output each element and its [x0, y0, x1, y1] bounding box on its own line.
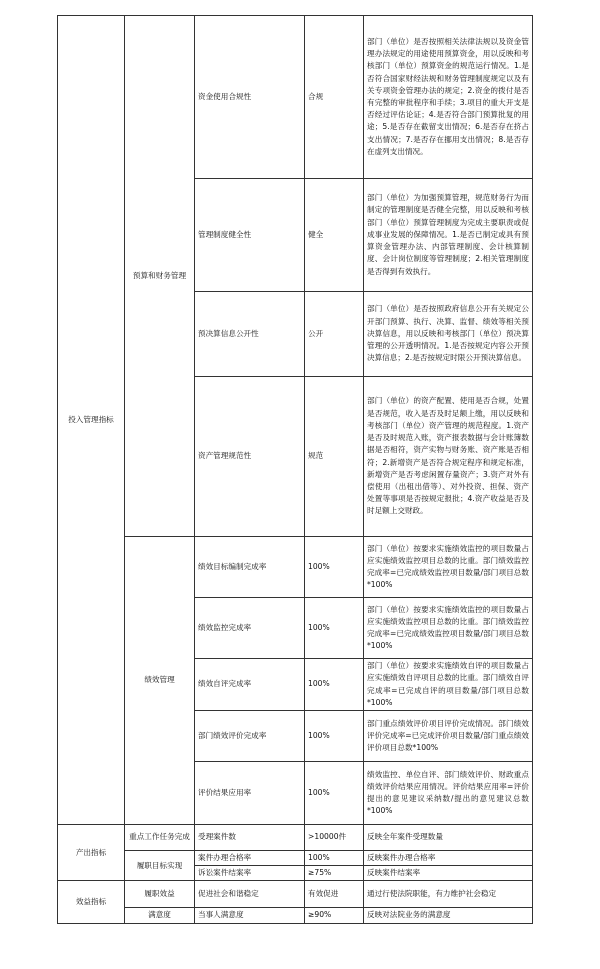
indicator-name: 案件办理合格率: [195, 851, 305, 866]
indicator-value: 合规: [305, 16, 364, 179]
indicator-value: 规范: [305, 377, 364, 537]
table-row: [58, 537, 533, 598]
indicator-name: 诉讼案件结案率: [195, 866, 305, 881]
indicator-value: 100%: [305, 537, 364, 598]
indicator-value: 100%: [305, 659, 364, 711]
table-row: [58, 825, 533, 851]
indicator-value: 健全: [305, 179, 364, 292]
indicator-value: >10000件: [305, 825, 364, 851]
indicator-value: 100%: [305, 851, 364, 866]
indicator-name: 绩效目标编制完成率: [195, 537, 305, 598]
indicator-description: 反映对法院业务的满意度: [364, 908, 533, 923]
indicator-name: 受理案件数: [195, 825, 305, 851]
indicator-name: 评价结果应用率: [195, 762, 305, 825]
indicator-name: 绩效自评完成率: [195, 659, 305, 711]
indicator-value: 公开: [305, 292, 364, 377]
subcategory-cell: 满意度: [125, 908, 195, 923]
category-cell: 投入管理指标: [58, 16, 125, 825]
indicator-name: 当事人满意度: [195, 908, 305, 923]
indicator-description: 部门（单位）为加强预算管理，规范财务行为而制定的管理制度是否健全完整，用以反映和考核部门（单位）预算管理制度为完成主要职责或促成事业发展的保障情况。1.是否已制定或具有预算资金管理办法、内部管理制度、会计核算制度、会计岗位制度等管理制度；2.相关管理制度是否得到有效执行。: [364, 179, 533, 292]
indicator-name: 资产管理规范性: [195, 377, 305, 537]
table-row: [58, 881, 533, 908]
indicator-name: 部门绩效评价完成率: [195, 711, 305, 762]
indicator-value: ≥75%: [305, 866, 364, 881]
indicator-description: 部门（单位）按要求实施绩效监控的项目数量占应实施绩效监控项目总数的比重。部门绩效监控完成率=已完成绩效监控项目数量/部门项目总数*100%: [364, 598, 533, 659]
indicator-description: 部门（单位）是否按照相关法律法规以及资金管理办法规定的用途使用预算资金，用以反映和考核部门（单位）预算资金的规范运行情况。1.是否符合国家财经法规和财务管理制度规定以及有关专项资金管理办法的规定；2.资金的拨付是否有完整的审批程序和手续；3.项目的重大开支是否经过评估论证；4.是否符合部门预算批复的用途；5.是否存在截留支出情况；6.是否存在挤占支出情况；7.是否存在挪用支出情况；8.是否存在虚列支出情况。: [364, 16, 533, 179]
indicator-value: 100%: [305, 762, 364, 825]
table-row: [58, 908, 533, 923]
indicator-value: 100%: [305, 711, 364, 762]
indicator-description: 部门重点绩效评价项目评价完成情况。部门绩效评价完成率=已完成评价项目数量/部门重点绩效评价项目总数*100%: [364, 711, 533, 762]
performance-indicator-table: [57, 15, 533, 924]
indicator-description: 部门（单位）的资产配置、使用是否合规，处置是否规范，收入是否及时足额上缴，用以反映和考核部门（单位）资产管理的规范程度。1.资产是否及时规范入账，资产报表数据与会计账簿数据是否相符，资产实物与财务账、资产账是否相符；2.新增资产是否符合规定程序和规定标准，新增资产是否考虑闲置存量资产；3.资产对外有偿使用（出租出借等）、对外投资、担保、资产处置等事项是否按规定报批；4.资产收益是否及时足额上交财政。: [364, 377, 533, 537]
indicator-value: 有效促进: [305, 881, 364, 908]
indicator-description: 通过行使法院职能，有力维护社会稳定: [364, 881, 533, 908]
indicator-name: 预决算信息公开性: [195, 292, 305, 377]
table-row: [58, 851, 533, 866]
subcategory-cell: 重点工作任务完成: [125, 825, 195, 851]
indicator-description: 部门（单位）是否按照政府信息公开有关规定公开部门预算、执行、决算、监督、绩效等相关预决算信息，用以反映和考核部门（单位）预决算管理的公开透明情况。1.是否按规定内容公开预决算信息；2.是否按规定时限公开预决算信息。: [364, 292, 533, 377]
indicator-description: 部门（单位）按要求实施绩效监控的项目数量占应实施绩效监控项目总数的比重。部门绩效监控完成率=已完成绩效监控项目数量/部门项目总数*100%: [364, 537, 533, 598]
indicator-value: ≥90%: [305, 908, 364, 923]
subcategory-cell: 履职效益: [125, 881, 195, 908]
category-cell: 效益指标: [58, 881, 125, 923]
subcategory-cell: 预算和财务管理: [125, 16, 195, 537]
indicator-description: 绩效监控、单位自评、部门绩效评价、财政重点绩效评价结果应用情况。评价结果应用率=评价提出的意见建议采纳数/提出的意见建议总数*100%: [364, 762, 533, 825]
indicator-name: 促进社会和谐稳定: [195, 881, 305, 908]
subcategory-cell: 履职目标实现: [125, 851, 195, 881]
category-cell: 产出指标: [58, 825, 125, 881]
indicator-description: 部门（单位）按要求实施绩效自评的项目数量占应实施绩效自评项目总数的比重。部门绩效自评完成率=已完成自评的项目数量/部门项目总数*100%: [364, 659, 533, 711]
indicator-name: 绩效监控完成率: [195, 598, 305, 659]
indicator-name: 资金使用合规性: [195, 16, 305, 179]
indicator-description: 反映案件办理合格率: [364, 851, 533, 866]
indicator-description: 反映全年案件受理数量: [364, 825, 533, 851]
table-row: [58, 16, 533, 179]
indicator-value: 100%: [305, 598, 364, 659]
indicator-name: 管理制度健全性: [195, 179, 305, 292]
indicator-description: 反映案件结案率: [364, 866, 533, 881]
subcategory-cell: 绩效管理: [125, 537, 195, 825]
